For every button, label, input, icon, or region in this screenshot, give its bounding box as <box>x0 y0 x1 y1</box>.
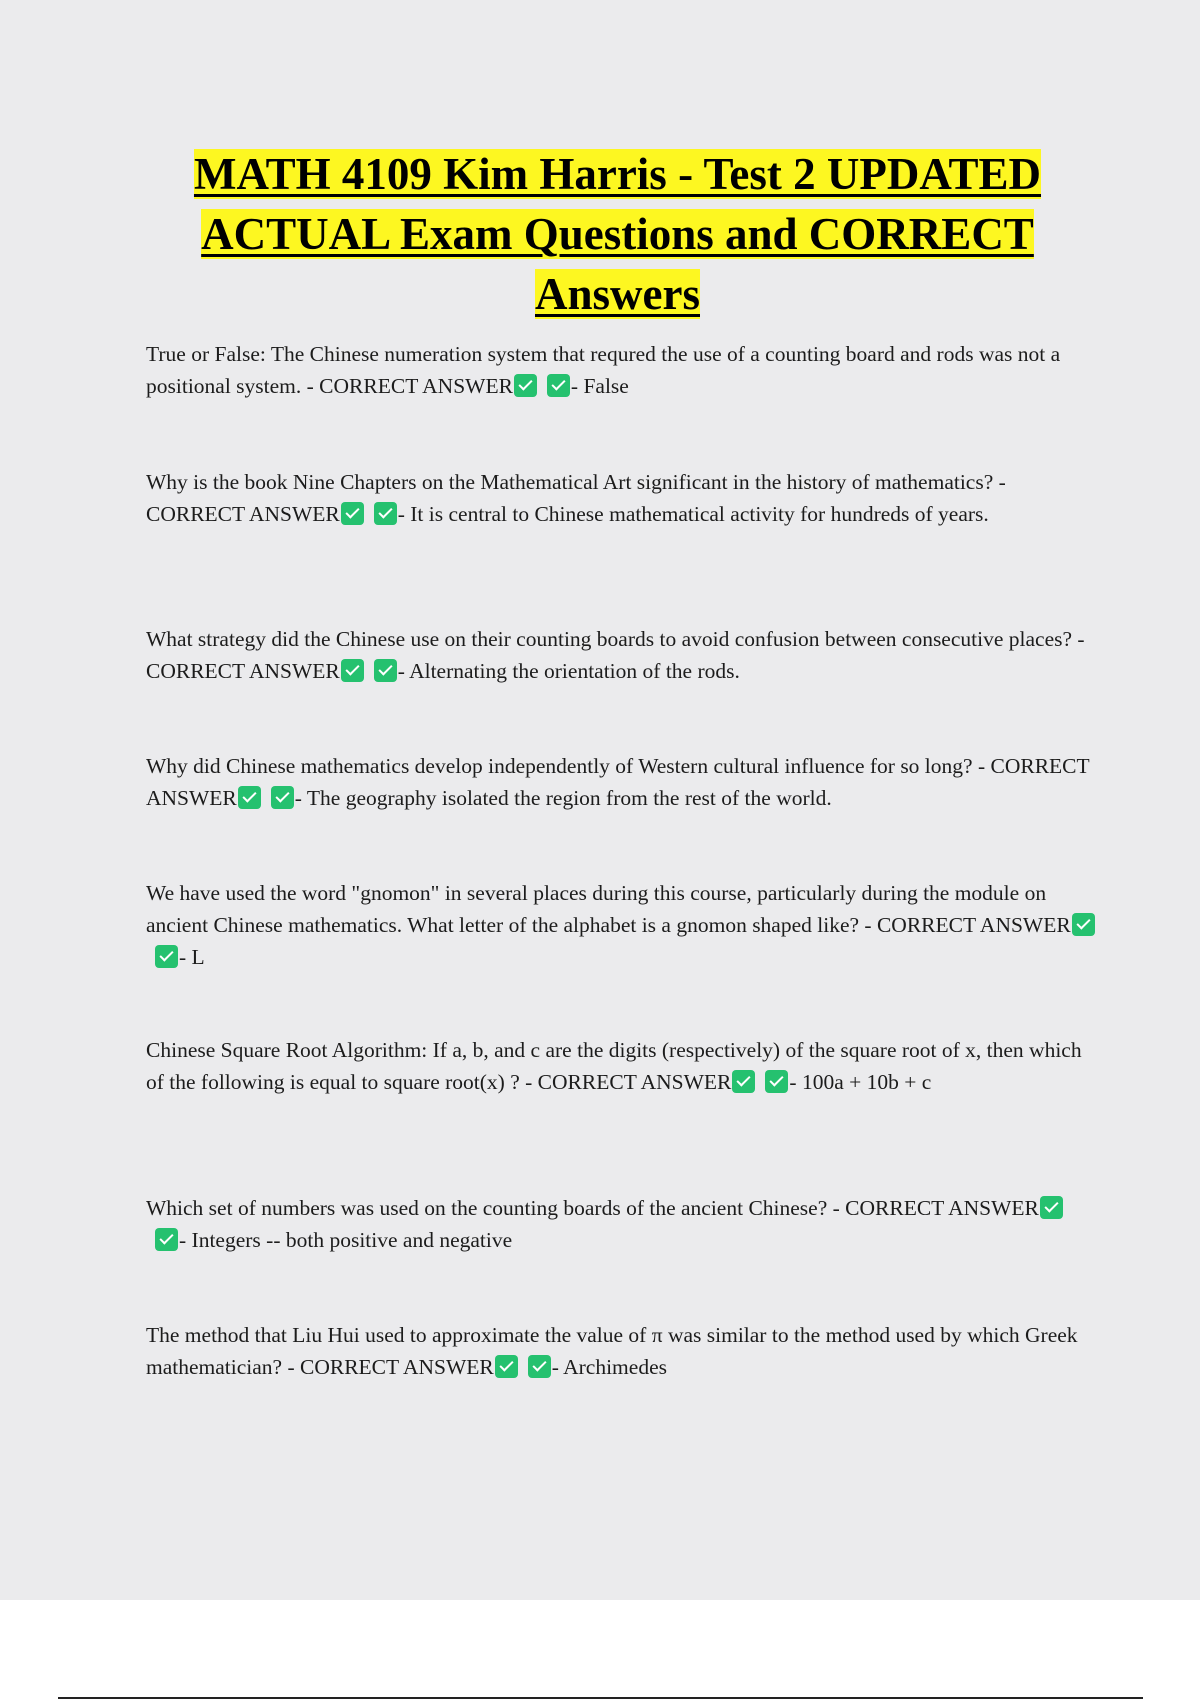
qa-item-5 <box>146 877 1096 973</box>
answer-text: - Alternating the orientation of the rods. <box>397 659 740 683</box>
green-checkmark-icon <box>1072 913 1095 936</box>
question-text: Chinese Square Root Algorithm: If a, b, and c are the digits (respectively) of the square root of x, then which of the following is equal to square root(x) ? - CORRECT ANSWER <box>146 1038 1082 1094</box>
page-divider <box>58 1697 1143 1699</box>
answer-text: - L <box>179 945 205 969</box>
document-title <box>140 144 1095 324</box>
question-text: Why did Chinese mathematics develop independently of Western cultural influence for so long? - CORRECT ANSWER <box>146 754 1090 810</box>
green-checkmark-icon <box>374 659 397 682</box>
answer-text: - 100a + 10b + c <box>789 1070 932 1094</box>
green-checkmark-icon <box>547 374 570 397</box>
qa-item-3 <box>146 623 1096 687</box>
qa-item-4 <box>146 750 1096 814</box>
question-text: The method that Liu Hui used to approximate the value of π was similar to the method used by which Greek mathematician? - CORRECT ANSWER <box>146 1323 1078 1379</box>
green-checkmark-icon <box>528 1355 551 1378</box>
qa-item-7 <box>146 1192 1096 1256</box>
answer-text: - The geography isolated the region from the rest of the world. <box>294 786 832 810</box>
green-checkmark-icon <box>514 374 537 397</box>
qa-item-2 <box>146 466 1096 530</box>
green-checkmark-icon <box>341 502 364 525</box>
question-text: Which set of numbers was used on the counting boards of the ancient Chinese? - CORRECT ANSWER <box>146 1196 1039 1220</box>
green-checkmark-icon <box>155 1228 178 1251</box>
question-text: What strategy did the Chinese use on their counting boards to avoid confusion between consecutive places? - CORRECT ANSWER <box>146 627 1085 683</box>
answer-text: - It is central to Chinese mathematical activity for hundreds of years. <box>397 502 989 526</box>
qa-item-6 <box>146 1034 1096 1098</box>
document-title-text: MATH 4109 Kim Harris - Test 2 UPDATED ACTUAL Exam Questions and CORRECT Answers <box>193 149 1042 319</box>
green-checkmark-icon <box>732 1070 755 1093</box>
question-text: True or False: The Chinese numeration system that requred the use of a counting board and rods was not a positional system. - CORRECT ANSWER <box>146 342 1061 398</box>
green-checkmark-icon <box>765 1070 788 1093</box>
answer-text: - False <box>570 374 629 398</box>
green-checkmark-icon <box>495 1355 518 1378</box>
green-checkmark-icon <box>271 786 294 809</box>
question-text: Why is the book Nine Chapters on the Mathematical Art significant in the history of mathematics? - CORRECT ANSWER <box>146 470 1006 526</box>
answer-text: - Integers -- both positive and negative <box>179 1228 513 1252</box>
green-checkmark-icon <box>238 786 261 809</box>
qa-item-1 <box>146 338 1096 402</box>
question-text: We have used the word "gnomon" in several places during this course, particularly during the module on ancient Chinese mathematics. What letter of the alphabet is a gnomon shaped like? - CORRECT ANSWER <box>146 881 1071 937</box>
green-checkmark-icon <box>341 659 364 682</box>
green-checkmark-icon <box>1040 1196 1063 1219</box>
qa-item-8 <box>146 1319 1096 1383</box>
green-checkmark-icon <box>374 502 397 525</box>
green-checkmark-icon <box>155 945 178 968</box>
answer-text: - Archimedes <box>551 1355 667 1379</box>
